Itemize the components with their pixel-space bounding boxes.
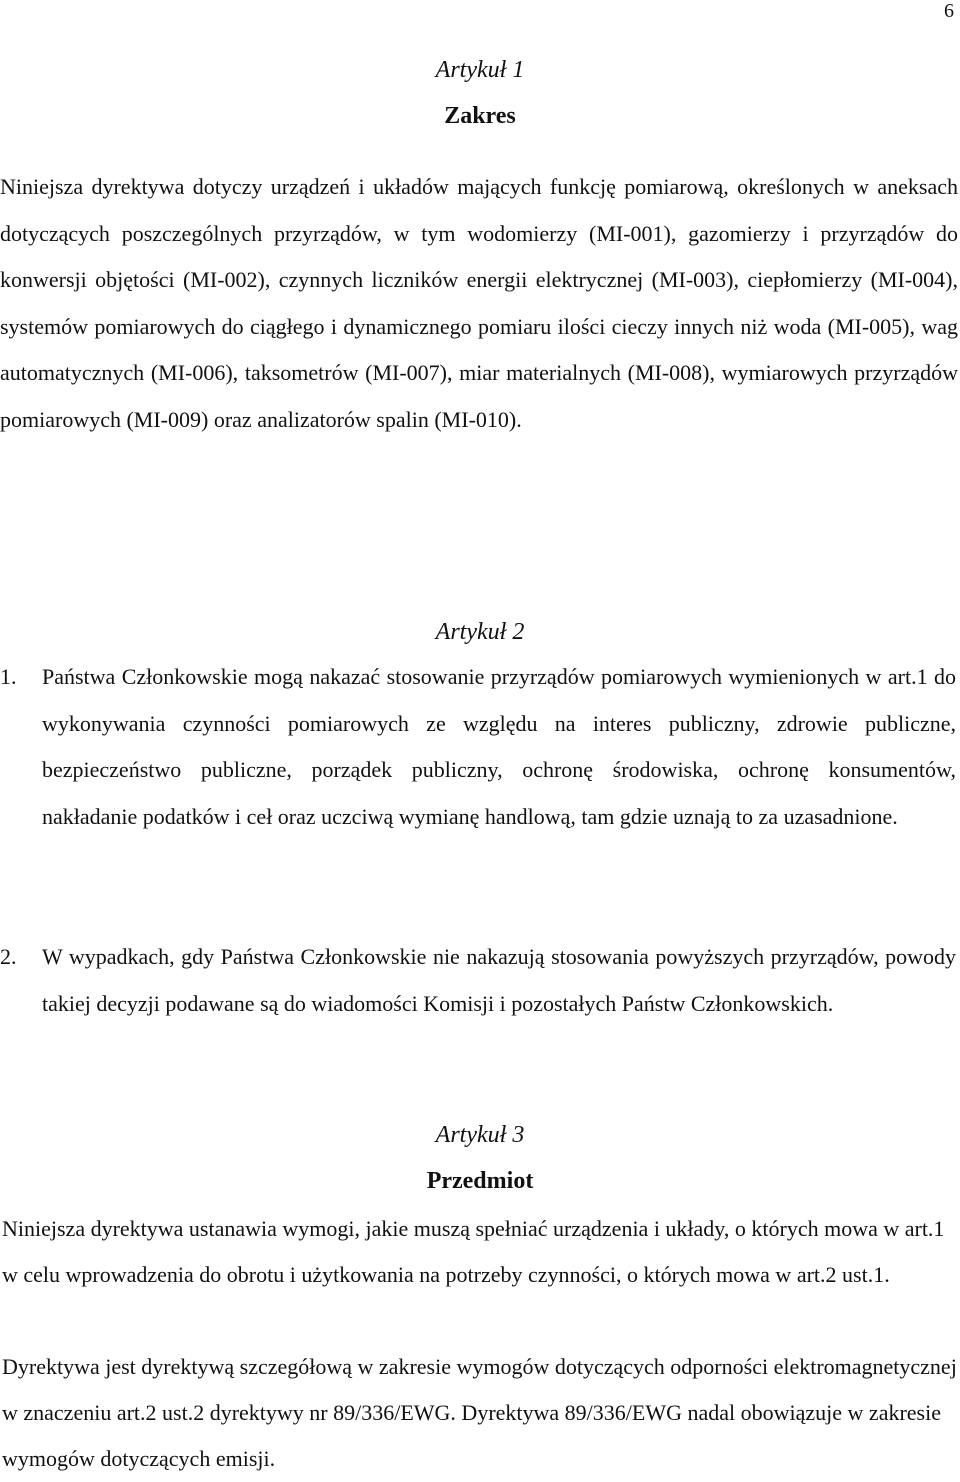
article-1-body: Niniejsza dyrektywa dotyczy urządzeń i układów mających funkcję pomiarową, określonych w aneksach dotyczących poszczególnych przyrządów, w tym wodomierzy (MI-001), gazomierzy i przyrządów do konwersji objętości (MI-002), czynnych liczników energii elektrycznej (MI-003), ciepłomierzy (MI-004), systemów pomiarowych do ciągłego i dynamicznego pomiaru ilości cieczy innych niż woda (MI-005), wag automatycznych (MI-006), taksometrów (MI-007), miar materialnych (MI-008), wymiarowych przyrządów pomiarowych (MI-009) oraz analizatorów spalin (MI-010). xyxy=(0,174,958,432)
item-text: Państwa Członkowskie mogą nakazać stosowanie przyrządów pomiarowych wymienionych w art.1 do wykonywania czynności pomiarowych ze względu na interes publiczny, zdrowie publiczne, bezpieczeństwo publiczne, porządek publiczny, ochronę środowiska, ochronę konsumentów, nakładanie podatków i ceł oraz uczciwą wymianę handlową, tam gdzie uznają to za uzasadnione. xyxy=(42,664,956,829)
item-number: 1. xyxy=(0,664,17,689)
item-text: W wypadkach, gdy Państwa Członkowskie nie nakazują stosowania powyższych przyrządów, powody takiej decyzji podawane są do wiadomości Komisji i pozostałych Państw Członkowskich. xyxy=(42,944,956,1016)
article-2-label: Artykuł 2 xyxy=(435,619,525,645)
article-3-paragraph-1: Niniejsza dyrektywa ustanawia wymogi, jakie muszą spełniać urządzenia i układy, o których mowa w art.1 w celu wprowadzenia do obrotu i użytkowania na potrzeby czynności, o których mowa w art.2 ust.1. xyxy=(2,1216,945,1287)
article-1-label: Artykuł 1 xyxy=(435,57,525,83)
article-1-title: Zakres xyxy=(444,103,516,129)
article-3-title: Przedmiot xyxy=(426,1168,534,1194)
article-2-item-1 xyxy=(0,654,956,840)
page-number: 6 xyxy=(944,0,954,22)
item-number: 2. xyxy=(0,944,17,969)
article-3-paragraph-2: Dyrektywa jest dyrektywą szczegółową w zakresie wymogów dotyczących odporności elektromagnetycznej w znaczeniu art.2 ust.2 dyrektywy nr 89/336/EWG. Dyrektywa 89/336/EWG nadal obowiązuje w zakresie wymogów dotyczących emisji. xyxy=(2,1354,957,1471)
article-3-label: Artykuł 3 xyxy=(435,1122,525,1148)
article-2-item-2 xyxy=(0,934,956,1027)
